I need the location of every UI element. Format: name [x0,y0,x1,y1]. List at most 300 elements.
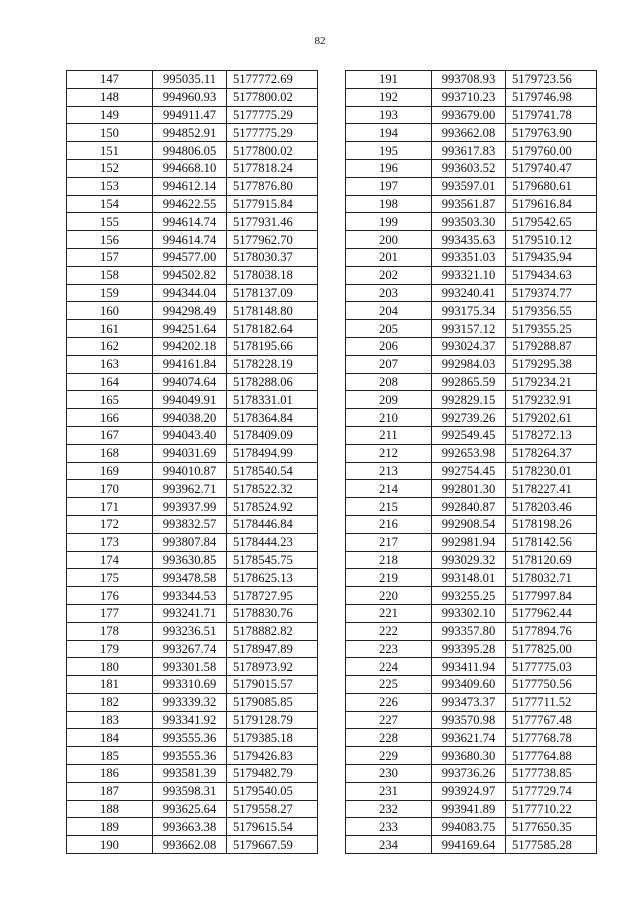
x-coordinate-cell: 993603.52 [432,159,506,177]
point-number-cell: 205 [346,320,432,338]
x-coordinate-cell: 993236.51 [153,622,227,640]
table-row [67,836,318,854]
point-number-cell: 195 [346,142,432,160]
y-coordinate-cell: 5179085.85 [227,693,318,711]
table-row [67,498,318,516]
x-coordinate-cell: 993302.10 [432,604,506,622]
x-coordinate-cell: 993344.53 [153,587,227,605]
table-row [346,551,597,569]
y-coordinate-cell: 5179616.84 [506,195,597,213]
y-coordinate-cell: 5179542.65 [506,213,597,231]
point-number-cell: 194 [346,124,432,142]
x-coordinate-cell: 993679.00 [432,106,506,124]
x-coordinate-cell: 994202.18 [153,337,227,355]
point-number-cell: 226 [346,693,432,711]
y-coordinate-cell: 5179740.47 [506,159,597,177]
point-number-cell: 186 [67,765,153,783]
x-coordinate-cell: 994612.14 [153,177,227,195]
x-coordinate-cell: 993339.32 [153,693,227,711]
x-coordinate-cell: 993630.85 [153,551,227,569]
table-row [67,213,318,231]
x-coordinate-cell: 994074.64 [153,373,227,391]
x-coordinate-cell: 993503.30 [432,213,506,231]
y-coordinate-cell: 5179288.87 [506,337,597,355]
point-number-cell: 193 [346,106,432,124]
table-row [67,106,318,124]
x-coordinate-cell: 993941.89 [432,800,506,818]
y-coordinate-cell: 5177729.74 [506,782,597,800]
y-coordinate-cell: 5178364.84 [227,409,318,427]
x-coordinate-cell: 993029.32 [432,551,506,569]
y-coordinate-cell: 5178032.71 [506,569,597,587]
point-number-cell: 187 [67,782,153,800]
x-coordinate-cell: 993409.60 [432,676,506,694]
table-row [67,515,318,533]
table-row [67,444,318,462]
y-coordinate-cell: 5177800.02 [227,142,318,160]
table-row [67,587,318,605]
page-number: 82 [314,35,326,47]
x-coordinate-cell: 993175.34 [432,302,506,320]
point-number-cell: 180 [67,658,153,676]
point-number-cell: 207 [346,355,432,373]
point-number-cell: 164 [67,373,153,391]
point-number-cell: 191 [346,71,432,89]
point-number-cell: 163 [67,355,153,373]
table-row [346,320,597,338]
y-coordinate-cell: 5179760.00 [506,142,597,160]
table-row [346,640,597,658]
table-row [67,302,318,320]
point-number-cell: 216 [346,515,432,533]
table-row [67,782,318,800]
table-row [346,569,597,587]
x-coordinate-cell: 993301.58 [153,658,227,676]
point-number-cell: 189 [67,818,153,836]
table-row [67,284,318,302]
table-row [67,159,318,177]
y-coordinate-cell: 5178227.41 [506,480,597,498]
point-number-cell: 168 [67,444,153,462]
y-coordinate-cell: 5177915.84 [227,195,318,213]
y-coordinate-cell: 5179540.05 [227,782,318,800]
point-number-cell: 215 [346,498,432,516]
table-row [67,533,318,551]
x-coordinate-cell: 995035.11 [153,71,227,89]
point-number-cell: 167 [67,426,153,444]
y-coordinate-cell: 5178494.99 [227,444,318,462]
table-row [346,480,597,498]
point-number-cell: 234 [346,836,432,854]
y-coordinate-cell: 5178973.92 [227,658,318,676]
x-coordinate-cell: 993962.71 [153,480,227,498]
y-coordinate-cell: 5179615.54 [227,818,318,836]
x-coordinate-cell: 994010.87 [153,462,227,480]
point-number-cell: 178 [67,622,153,640]
y-coordinate-cell: 5179667.59 [227,836,318,854]
table-row [67,88,318,106]
point-number-cell: 211 [346,426,432,444]
table-row [346,836,597,854]
y-coordinate-cell: 5177962.44 [506,604,597,622]
x-coordinate-cell: 993561.87 [432,195,506,213]
y-coordinate-cell: 5178524.92 [227,498,318,516]
point-number-cell: 188 [67,800,153,818]
point-number-cell: 157 [67,248,153,266]
x-coordinate-cell: 994622.55 [153,195,227,213]
x-coordinate-cell: 994038.20 [153,409,227,427]
x-coordinate-cell: 994298.49 [153,302,227,320]
y-coordinate-cell: 5178272.13 [506,426,597,444]
x-coordinate-cell: 994083.75 [432,818,506,836]
table-row [346,177,597,195]
coordinate-table-left [66,70,318,854]
x-coordinate-cell: 993157.12 [432,320,506,338]
point-number-cell: 221 [346,604,432,622]
table-row [67,551,318,569]
x-coordinate-cell: 993341.92 [153,711,227,729]
y-coordinate-cell: 5179374.77 [506,284,597,302]
table-row [346,498,597,516]
y-coordinate-cell: 5179723.56 [506,71,597,89]
x-coordinate-cell: 993832.57 [153,515,227,533]
table-row [67,142,318,160]
y-coordinate-cell: 5178409.09 [227,426,318,444]
y-coordinate-cell: 5179232.91 [506,391,597,409]
point-number-cell: 177 [67,604,153,622]
point-number-cell: 231 [346,782,432,800]
point-number-cell: 196 [346,159,432,177]
table-row [346,373,597,391]
x-coordinate-cell: 993555.36 [153,729,227,747]
table-row [67,462,318,480]
point-number-cell: 199 [346,213,432,231]
y-coordinate-cell: 5178727.95 [227,587,318,605]
y-coordinate-cell: 5178264.37 [506,444,597,462]
table-row [346,747,597,765]
y-coordinate-cell: 5179356.55 [506,302,597,320]
table-row [346,159,597,177]
point-number-cell: 217 [346,533,432,551]
point-number-cell: 200 [346,231,432,249]
x-coordinate-cell: 994043.40 [153,426,227,444]
x-coordinate-cell: 993321.10 [432,266,506,284]
table-row [346,426,597,444]
table-row [67,800,318,818]
coordinate-table-right [345,70,597,854]
x-coordinate-cell: 993255.25 [432,587,506,605]
y-coordinate-cell: 5177818.24 [227,159,318,177]
x-coordinate-cell: 993473.37 [432,693,506,711]
point-number-cell: 148 [67,88,153,106]
x-coordinate-cell: 994577.00 [153,248,227,266]
table-row [67,266,318,284]
x-coordinate-cell: 993351.03 [432,248,506,266]
x-coordinate-cell: 994614.74 [153,213,227,231]
table-row [346,266,597,284]
point-number-cell: 209 [346,391,432,409]
x-coordinate-cell: 992653.98 [432,444,506,462]
y-coordinate-cell: 5178182.64 [227,320,318,338]
table-row [346,231,597,249]
table-row [346,818,597,836]
y-coordinate-cell: 5178198.26 [506,515,597,533]
y-coordinate-cell: 5177775.29 [227,124,318,142]
table-row [346,782,597,800]
y-coordinate-cell: 5178540.54 [227,462,318,480]
point-number-cell: 169 [67,462,153,480]
x-coordinate-cell: 993148.01 [432,569,506,587]
x-coordinate-cell: 994806.05 [153,142,227,160]
x-coordinate-cell: 992754.45 [432,462,506,480]
point-number-cell: 179 [67,640,153,658]
table-row [67,480,318,498]
point-number-cell: 166 [67,409,153,427]
point-number-cell: 181 [67,676,153,694]
x-coordinate-cell: 993736.26 [432,765,506,783]
x-coordinate-cell: 993241.71 [153,604,227,622]
point-number-cell: 206 [346,337,432,355]
table-row [346,213,597,231]
x-coordinate-cell: 992984.03 [432,355,506,373]
point-number-cell: 208 [346,373,432,391]
table-row [346,195,597,213]
point-number-cell: 224 [346,658,432,676]
x-coordinate-cell: 992829.15 [432,391,506,409]
y-coordinate-cell: 5178228.19 [227,355,318,373]
point-number-cell: 173 [67,533,153,551]
x-coordinate-cell: 994161.84 [153,355,227,373]
x-coordinate-cell: 993310.69 [153,676,227,694]
x-coordinate-cell: 993680.30 [432,747,506,765]
table-row [67,391,318,409]
table-row [67,71,318,89]
x-coordinate-cell: 992739.26 [432,409,506,427]
y-coordinate-cell: 5178830.76 [227,604,318,622]
x-coordinate-cell: 994911.47 [153,106,227,124]
table-row [67,818,318,836]
table-row [67,569,318,587]
y-coordinate-cell: 5179426.83 [227,747,318,765]
y-coordinate-cell: 5178120.69 [506,551,597,569]
point-number-cell: 156 [67,231,153,249]
point-number-cell: 154 [67,195,153,213]
y-coordinate-cell: 5177775.29 [227,106,318,124]
x-coordinate-cell: 992865.59 [432,373,506,391]
point-number-cell: 159 [67,284,153,302]
x-coordinate-cell: 994049.91 [153,391,227,409]
table-row [346,622,597,640]
table-row [67,604,318,622]
table-row [67,355,318,373]
y-coordinate-cell: 5177775.03 [506,658,597,676]
x-coordinate-cell: 993435.63 [432,231,506,249]
point-number-cell: 233 [346,818,432,836]
x-coordinate-cell: 993937.99 [153,498,227,516]
table-row [346,604,597,622]
x-coordinate-cell: 993597.01 [432,177,506,195]
y-coordinate-cell: 5177876.80 [227,177,318,195]
y-coordinate-cell: 5179015.57 [227,676,318,694]
point-number-cell: 185 [67,747,153,765]
point-number-cell: 160 [67,302,153,320]
y-coordinate-cell: 5179234.21 [506,373,597,391]
y-coordinate-cell: 5179510.12 [506,231,597,249]
y-coordinate-cell: 5178947.89 [227,640,318,658]
y-coordinate-cell: 5178444.23 [227,533,318,551]
point-number-cell: 204 [346,302,432,320]
table-row [346,444,597,462]
table-row [346,729,597,747]
y-coordinate-cell: 5178148.80 [227,302,318,320]
table-row [346,409,597,427]
point-number-cell: 201 [346,248,432,266]
y-coordinate-cell: 5177767.48 [506,711,597,729]
point-number-cell: 172 [67,515,153,533]
y-coordinate-cell: 5178038.18 [227,266,318,284]
y-coordinate-cell: 5178625.13 [227,569,318,587]
x-coordinate-cell: 994668.10 [153,159,227,177]
table-row [67,747,318,765]
x-coordinate-cell: 993267.74 [153,640,227,658]
table-row [67,195,318,213]
point-number-cell: 152 [67,159,153,177]
table-row [67,693,318,711]
y-coordinate-cell: 5179385.18 [227,729,318,747]
y-coordinate-cell: 5178288.06 [227,373,318,391]
table-row [346,337,597,355]
point-number-cell: 184 [67,729,153,747]
y-coordinate-cell: 5178522.32 [227,480,318,498]
y-coordinate-cell: 5177738.85 [506,765,597,783]
y-coordinate-cell: 5178230.01 [506,462,597,480]
point-number-cell: 182 [67,693,153,711]
point-number-cell: 197 [346,177,432,195]
table-row [67,373,318,391]
table-row [346,391,597,409]
table-row [67,409,318,427]
point-number-cell: 174 [67,551,153,569]
point-number-cell: 153 [67,177,153,195]
x-coordinate-cell: 992981.94 [432,533,506,551]
table-row [67,658,318,676]
point-number-cell: 150 [67,124,153,142]
x-coordinate-cell: 994960.93 [153,88,227,106]
y-coordinate-cell: 5177768.78 [506,729,597,747]
y-coordinate-cell: 5177825.00 [506,640,597,658]
table-row [67,320,318,338]
point-number-cell: 219 [346,569,432,587]
y-coordinate-cell: 5177710.22 [506,800,597,818]
point-number-cell: 175 [67,569,153,587]
y-coordinate-cell: 5179128.79 [227,711,318,729]
x-coordinate-cell: 993708.93 [432,71,506,89]
y-coordinate-cell: 5177764.88 [506,747,597,765]
table-row [346,142,597,160]
x-coordinate-cell: 993663.38 [153,818,227,836]
x-coordinate-cell: 993625.64 [153,800,227,818]
x-coordinate-cell: 993024.37 [432,337,506,355]
table-row [67,248,318,266]
table-row [67,426,318,444]
y-coordinate-cell: 5178142.56 [506,533,597,551]
y-coordinate-cell: 5178203.46 [506,498,597,516]
point-number-cell: 161 [67,320,153,338]
x-coordinate-cell: 994852.91 [153,124,227,142]
y-coordinate-cell: 5177931.46 [227,213,318,231]
table-row [67,337,318,355]
y-coordinate-cell: 5178446.84 [227,515,318,533]
y-coordinate-cell: 5177585.28 [506,836,597,854]
x-coordinate-cell: 993581.39 [153,765,227,783]
y-coordinate-cell: 5179434.63 [506,266,597,284]
y-coordinate-cell: 5179355.25 [506,320,597,338]
x-coordinate-cell: 993240.41 [432,284,506,302]
point-number-cell: 190 [67,836,153,854]
x-coordinate-cell: 992801.30 [432,480,506,498]
x-coordinate-cell: 992840.87 [432,498,506,516]
point-number-cell: 162 [67,337,153,355]
table-row [346,302,597,320]
y-coordinate-cell: 5178030.37 [227,248,318,266]
table-row [346,515,597,533]
x-coordinate-cell: 994344.04 [153,284,227,302]
y-coordinate-cell: 5177997.84 [506,587,597,605]
x-coordinate-cell: 993598.31 [153,782,227,800]
point-number-cell: 165 [67,391,153,409]
table-row [346,124,597,142]
table-row [346,800,597,818]
x-coordinate-cell: 993570.98 [432,711,506,729]
point-number-cell: 228 [346,729,432,747]
table-row [346,462,597,480]
table-row [346,711,597,729]
y-coordinate-cell: 5177772.69 [227,71,318,89]
table-row [67,711,318,729]
x-coordinate-cell: 993924.97 [432,782,506,800]
table-row [67,765,318,783]
x-coordinate-cell: 993357.80 [432,622,506,640]
point-number-cell: 170 [67,480,153,498]
point-number-cell: 212 [346,444,432,462]
x-coordinate-cell: 993555.36 [153,747,227,765]
y-coordinate-cell: 5177750.56 [506,676,597,694]
y-coordinate-cell: 5177711.52 [506,693,597,711]
y-coordinate-cell: 5179763.90 [506,124,597,142]
x-coordinate-cell: 992908.54 [432,515,506,533]
point-number-cell: 147 [67,71,153,89]
x-coordinate-cell: 994031.69 [153,444,227,462]
point-number-cell: 198 [346,195,432,213]
table-row [67,640,318,658]
y-coordinate-cell: 5178195.66 [227,337,318,355]
point-number-cell: 220 [346,587,432,605]
table-row [346,106,597,124]
y-coordinate-cell: 5179741.78 [506,106,597,124]
y-coordinate-cell: 5178137.09 [227,284,318,302]
x-coordinate-cell: 992549.45 [432,426,506,444]
point-number-cell: 176 [67,587,153,605]
y-coordinate-cell: 5179558.27 [227,800,318,818]
x-coordinate-cell: 994614.74 [153,231,227,249]
point-number-cell: 225 [346,676,432,694]
y-coordinate-cell: 5179482.79 [227,765,318,783]
table-row [346,284,597,302]
x-coordinate-cell: 993662.08 [432,124,506,142]
point-number-cell: 232 [346,800,432,818]
table-row [67,124,318,142]
table-row [346,693,597,711]
